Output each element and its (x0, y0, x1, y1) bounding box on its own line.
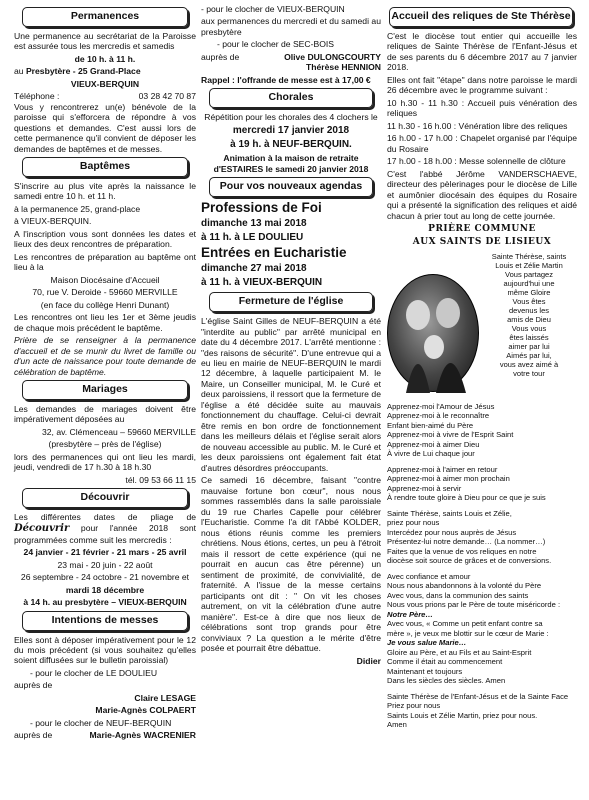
agendas-l1: à 11 h. à LE DOULIEU (201, 231, 304, 243)
agendas-t2: Entrées en Eucharistie (201, 245, 347, 261)
prayer-line: Dans les siècles des siècles. Amen (387, 676, 506, 686)
intentions-c3b: aux permanences du mercredi et du samedi au presbytère (201, 16, 381, 37)
permanences-hours: de 10 h. à 11 h. (74, 53, 136, 64)
prayer-intro-line: Vous vous (511, 323, 547, 333)
intentions-n5: Thérèse HENNION (306, 62, 381, 73)
prayer-line: À vivre de Lui chaque jour (387, 449, 475, 459)
prayer-line: Saints Louis et Zélie Martin, priez pour nous. (387, 710, 538, 720)
baptemes-p3: Les rencontres de préparation au baptême ont lieu à la (14, 251, 196, 273)
chorales-p1: Répétition pour les chorales des 4 clochers le (204, 112, 378, 123)
decouvrir-p1a: Les différentes dates de pliage de (14, 512, 196, 523)
prayer-line: Avec confiance et amour (387, 571, 471, 581)
fermeture-header: Fermeture de l'église (209, 292, 373, 312)
reliques-header: Accueil des reliques de Ste Thérèse (389, 7, 573, 27)
prayer-line: Avec vous, « Comme un petit enfant contre sa (387, 619, 543, 629)
intentions-n4: Olive DULONGCOURTY (284, 51, 381, 62)
mariages-p1: Les demandes de mariages doivent être impérativement déposées au (14, 403, 196, 425)
prayer-line: Présentez-lui notre demande… (La nommer…) (387, 537, 546, 547)
prayer-intro-line: Sainte Thérèse, saints (491, 251, 567, 261)
intentions-c4a: auprès de (201, 51, 240, 62)
agendas-t1: Professions de Foi (201, 199, 322, 215)
decouvrir-p1b: pour l'année 2018 sont programmées comme suit les mercredis : (14, 522, 197, 545)
prayer-intro-line: Louis et Zélie Martin (495, 260, 563, 270)
baptemes-maison3: (en face du collège Henri Dunant) (40, 299, 170, 310)
reliques-s1: 10 h.30 - 11 h.30 : Accueil puis vénération des reliques (387, 97, 577, 119)
permanences-tel-label: Téléphone : (14, 91, 60, 102)
intentions-c1a: auprès de (14, 680, 53, 691)
prayer-line: Comme il était au commencement (387, 657, 503, 667)
chorales-time: à 19 h. à NEUF-BERQUIN. (230, 138, 352, 150)
chorales-anim: Animation à la maison de retraite d'ESTAIRES le samedi 20 janvier 2018 (213, 153, 369, 174)
reliques-s4: 17 h.00 - 18 h.00 : Messe solennelle de clôture (387, 156, 566, 167)
agendas-d1: dimanche 13 mai 2018 (201, 217, 307, 229)
chorales-date: mercredi 17 janvier 2018 (232, 124, 350, 136)
prayer-intro-line: aimer par lui (508, 341, 550, 351)
prayer-line: Faites que la venue de vos reliques en notre (387, 546, 537, 556)
prayer-line: Sainte Thérèse, saints Louis et Zélie, (387, 508, 512, 518)
prayer-line: Apprenez-moi à aimer mon prochain (387, 474, 510, 484)
decouvrir-brand: Découvrir (14, 522, 70, 534)
prayer-line: À rendre toute gloire à Dieu pour ce que je suis (387, 493, 546, 503)
baptemes-p2: A l'inscription vous sont données les dates et lieux des deux rencontres de préparation. (14, 228, 196, 250)
intentions-rappel: Rappel : l'offrande de messe est à 17,00 € (201, 74, 371, 85)
prayer-line: Apprenez-moi à l'aimer en retour (387, 464, 498, 474)
reliques-p3: C'est l'abbé Jérôme VANDERSCHAEVE, directeur des pèlerinages pour le diocèse de Lille et aumônier diocésain des équipes du Rosaire qui a présenté la signification des reliques et aidé chacun à prier tout au long de cette journée. (387, 168, 577, 221)
baptemes-maison1: Maison Diocésaine d'Accueil (50, 274, 160, 285)
baptemes-l2: à VIEUX-BERQUIN. (14, 216, 92, 227)
prayer-line: Nous vous prions par le Père de toute miséricorde : (387, 600, 561, 610)
fermeture-p2: Ce samedi 16 décembre, faisant "contre mauvaise fortune bon cœur", nous nous sommes rassemblés dans la salle paroissiale du 19 rue Charles Capelle pour célébrer l'Eucharistie. Comme l'a dit l'Abbé KOLDER, nous étions réunis comme les premiers chrétiens. Nous étions, certes, un peu à l'étroit mais il ressort de cette expérience (qui ne pourrait en aucun cas être pérenne) un sentiment de proximité, de convivialité, de fraternité. A l'issue de la messe certains participants ont dit : " On vit les choses autrement, on vit la célébration d'une autre manière". Est-ce à dire que nos lieux de célébrations sont trop grands pour être conviviaux ? La question a le mérite d'être posée et pourrait être débattue. (201, 475, 381, 654)
fermeture-signature: Didier (356, 655, 381, 666)
prayer-title-1: PRIÈRE COMMUNE (428, 224, 536, 235)
mariages-addr1: 32, av. Clémenceau – 59660 MERVILLE (42, 426, 196, 437)
agendas-l2: à 11 h. à VIEUX-BERQUIN (201, 277, 323, 289)
permanences-text: Vous y rencontrerez un(e) bénévole de la paroisse qui s'efforcera de répondre à vos questions et demandes. C'est aussi lors de cette permanence qu'il convient de déposer les demandes de baptêmes et de messes. (14, 101, 196, 154)
permanences-intro: Une permanence au secrétariat de la Paroisse est assurée tous les mercredis et samedis (14, 30, 196, 52)
intentions-c1: - pour le clocher de LE DOULIEU (30, 667, 158, 678)
reliques-s2: 11 h.30 - 16 h.00 : Vénération libre des reliques (387, 120, 568, 131)
intentions-header: Intentions de messes (22, 611, 188, 631)
prayer-body (387, 402, 577, 730)
prayer-line: Gloire au Père, et au Fils et au Saint-Esprit (387, 647, 532, 657)
prayer-line: Apprenez-moi l'Amour de Jésus (387, 401, 495, 411)
agendas-d2: dimanche 27 mai 2018 (201, 262, 307, 274)
reliques-p1: C'est le diocèse tout entier qui accueille les reliques de Sainte Thérèse de l'Enfant-Jésus et de ses parents du 6 décembre 2017 au 7 janvier 2018. (387, 30, 577, 73)
prayer-line: Je vous salue Marie… (387, 638, 467, 648)
mariages-tel[interactable]: tél. 09 53 66 11 15 (125, 474, 196, 485)
prayer-line: Notre Père… (387, 609, 434, 619)
prayer-line: Sainte Thérèse de l'Enfant-Jésus et de la Sainte Face (387, 691, 569, 701)
prayer-intro-line: même Gloire (507, 287, 551, 297)
permanences-place: Presbytère - 25 Grand-Place (25, 66, 141, 77)
reliques-s3: 16 h.00 - 17 h.00 : Chapelet organisé par l'équipe du Rosaire (387, 133, 577, 154)
prayer-intro-line: Aimés par lui, (506, 350, 552, 360)
saints-portrait-image (387, 274, 479, 392)
baptemes-maison2: 70, rue V. Deroide - 59660 MERVILLE (32, 287, 178, 298)
prayer-title-2: AUX SAINTS DE LISIEUX (412, 237, 552, 247)
decouvrir-header: Découvrir (22, 488, 188, 508)
intentions-c2a: auprès de (14, 730, 53, 741)
intentions-n1: Claire LESAGE (134, 692, 196, 703)
mariages-p2: lors des permanences qui ont lieu les mardi, jeudi, vendredi de 17 h.30 à 18 h.30 (14, 451, 196, 473)
column-left (14, 4, 196, 741)
permanences-header: Permanences (22, 7, 188, 27)
permanences-town: VIEUX-BERQUIN (70, 78, 140, 89)
prayer-line: Apprenez-moi à vivre de l'Esprit Saint (387, 430, 514, 440)
martin-family-photo (387, 252, 577, 402)
baptemes-header: Baptêmes (22, 157, 188, 177)
baptemes-p5: Prière de se renseigner à la permanence d'accueil et de se munir du livret de famille ou d'un acte de naissance pour toute demande de célébration de baptême. (14, 335, 196, 377)
prayer-intro-line: amis de Dieu (507, 314, 551, 324)
prayer-line: Apprenez-moi à aimer Dieu (387, 439, 480, 449)
intentions-c3: - pour le clocher de VIEUX-BERQUIN (201, 4, 345, 14)
fermeture-p1: L'église Saint Gilles de NEUF-BERQUIN a été "interdite au public" par arrêté municipal en date du 4 décembre 2017. L'arrêté mentionne : "des raisons de sécurité". D'une entrevue qui a eu lieu en mairie de NEUF-BERQUIN le mardi 12 décembre, à laquelle participaient M. le Maire, un Conseiller municipal, M. le Curé et deux paroissiens, il ressort que la fermeture de l'église a été décidée suite au mauvais fonctionnement du chauffage. Celui-ci devrait être remis en bon ordre de fonctionnement dans les meilleurs délais et l'église serait alors de nouveau accessible au public. M. le Curé et les deux paroissiens ont également fait état d'autres désordres préoccupants. (201, 316, 381, 473)
prayer-line: Maintenant et toujours (387, 666, 463, 676)
decouvrir-d5: à 14 h. au presbytère – VIEUX-BERQUIN (23, 597, 187, 608)
prayer-intro-line: devenus les (508, 305, 550, 315)
intentions-n2: Marie-Agnès COLPAERT (95, 705, 196, 716)
baptemes-l1: à la permanence 25, grand-place (14, 203, 141, 214)
prayer-line: priez pour nous (387, 518, 440, 528)
prayer-line: Apprenez-moi à le reconnaître (387, 411, 490, 421)
mariages-header: Mariages (22, 380, 188, 400)
column-middle (201, 4, 381, 668)
prayer-line: diocèse soit source de grâces et de conversions. (387, 556, 552, 566)
reliques-p2: Elles ont fait "étape" dans notre paroisse le mardi 26 décembre avec le programme suivant : (387, 74, 577, 96)
prayer-line: Apprenez-moi à servir (387, 483, 462, 493)
decouvrir-d1: 24 janvier - 21 février - 21 mars - 25 avril (23, 547, 187, 558)
permanences-place-label: au (14, 66, 24, 77)
prayer-intro-line: Vous partagez (505, 269, 553, 279)
decouvrir-d2: 23 mai - 20 juin - 22 août (57, 559, 153, 570)
prayer-line: Priez pour nous (387, 701, 441, 711)
baptemes-p1: S'inscrire au plus vite après la naissance le samedi entre 10 h. et 11 h. (14, 180, 196, 202)
agendas-header: Pour vos nouveaux agendas (209, 177, 373, 197)
mariages-addr2: (presbytère – près de l'église) (48, 439, 162, 450)
prayer-line: mère », je veux me blottir sur le cœur de Marie : (387, 628, 549, 638)
intentions-n3: Marie-Agnès WACRENIER (89, 730, 196, 741)
decouvrir-d3: 26 septembre - 24 octobre - 21 novembre et (20, 572, 190, 583)
prayer-intro-line: Vous êtes (512, 296, 546, 306)
prayer-line: Amen (387, 719, 407, 729)
prayer-line: Avec vous, dans la communion des saints (387, 590, 529, 600)
column-right (387, 4, 577, 729)
prayer-intro-line: vous avez aimé à (499, 359, 559, 369)
prayer-intro-line: êtes laissés (509, 332, 549, 342)
decouvrir-d4: mardi 18 décembre (65, 584, 145, 595)
prayer-line: Intercédez pour nous auprès de Jésus (387, 527, 517, 537)
prayer-line: Enfant bien-aimé du Père (387, 420, 474, 430)
baptemes-p4: Les rencontres ont lieu les 1er et 3ème jeudis de chaque mois précédent le baptême. (14, 312, 196, 333)
intentions-c4: - pour le clocher de SEC-BOIS (217, 39, 335, 50)
intentions-p1: Elles sont à déposer impérativement pour le 12 du mois précédent (si vous souhaitez qu'elles soient diffusées sur le bulletin paroissial) (14, 634, 196, 666)
prayer-intro-line: aujourd'hui une (503, 278, 555, 288)
chorales-header: Chorales (209, 88, 373, 108)
intentions-c2: - pour le clocher de NEUF-BERQUIN (30, 717, 172, 728)
prayer-intro (481, 252, 577, 378)
prayer-intro-line: votre tour (513, 368, 545, 378)
prayer-line: Nous nous abandonnons à la volonté du Père (387, 581, 542, 591)
permanences-tel[interactable]: 03 28 42 70 87 (138, 91, 196, 102)
